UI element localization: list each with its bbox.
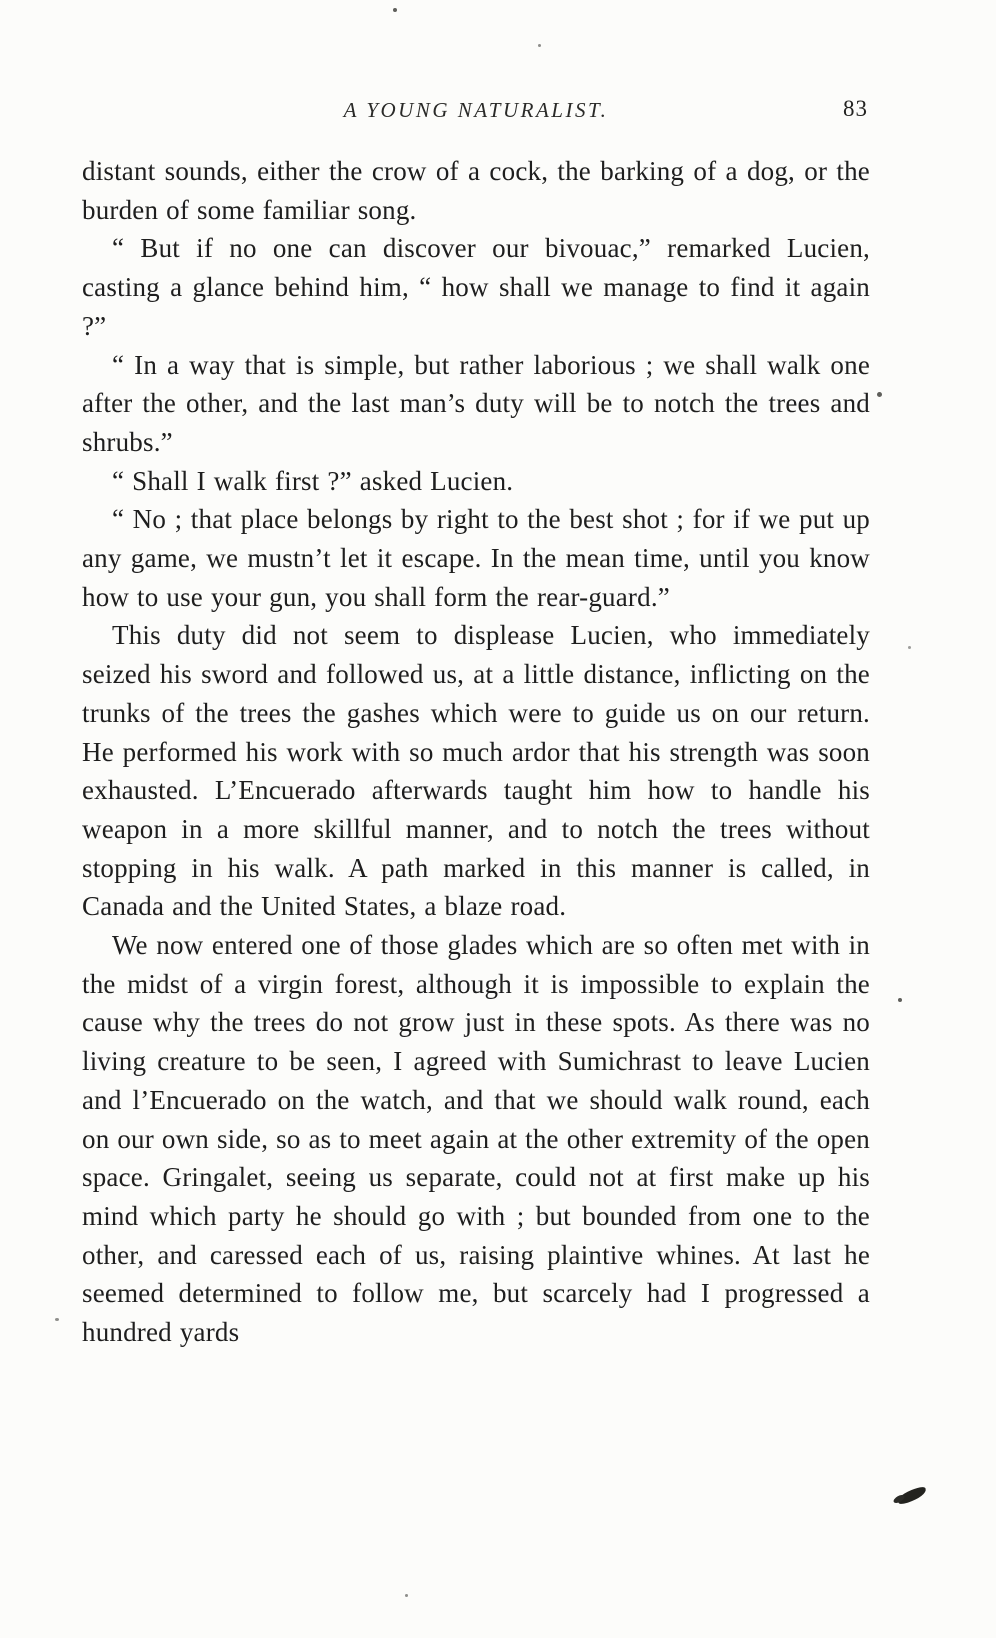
scan-speck xyxy=(898,998,902,1002)
scan-speck xyxy=(393,8,397,12)
page-number: 83 xyxy=(843,96,868,121)
scan-speck xyxy=(55,1318,59,1321)
scan-speck xyxy=(405,1594,408,1597)
paragraph: This duty did not seem to displease Lucien, who immediately seized his sword and followed us, at a little distance, inflicting on the trunks of the trees the gashes which were to guide us on our return. He performed his work with so much ardor that his strength was soon exhausted. L’Encuerado afterwards taught him how to handle his weapon in a more skillful manner, and to notch the trees without stopping in his walk. A path marked in this manner is called, in Canada and the United States, a blaze road. xyxy=(82,620,870,922)
page-header xyxy=(82,98,870,126)
paragraph: “ Shall I walk first ?” asked Lucien. xyxy=(112,465,514,496)
paragraph: “ But if no one can discover our bivouac,” remarked Lucien, casting a glance behind him, “ how shall we manage to find it again ?” xyxy=(82,233,870,341)
page-body xyxy=(82,152,870,1352)
paragraph: We now entered one of those glades which are so often met with in the midst of a virgin forest, although it is impossible to explain the cause why the trees do not grow just in these spots. As there was no living creature to be seen, I agreed with Sumichrast to leave Lucien and l’Encuerado on the watch, and that we should walk round, each on our own side, so as to meet again at the other extremity of the open space. Gringalet, seeing us separate, could not at first make up his mind which party he should go with ; but bounded from one to the other, and caressed each of us, raising plaintive whines. At last he seemed determined to follow me, but scarcely had I progressed a hundred yards xyxy=(82,930,870,1348)
scan-speck xyxy=(908,646,911,649)
running-title: A YOUNG NATURALIST. xyxy=(343,98,609,122)
scan-speck xyxy=(538,44,541,47)
paragraph: distant sounds, either the crow of a cock, the barking of a dog, or the burden of some familiar song. xyxy=(82,156,870,225)
paragraph: “ No ; that place belongs by right to the best shot ; for if we put up any game, we mustn’t let it escape. In the mean time, until you know how to use your gun, you shall form the rear-guard.” xyxy=(82,504,870,612)
paragraph: “ In a way that is simple, but rather laborious ; we shall walk one after the other, and the last man’s duty will be to notch the trees and shrubs.” xyxy=(82,349,870,457)
ink-blob xyxy=(893,1484,929,1506)
scan-speck xyxy=(877,392,882,397)
